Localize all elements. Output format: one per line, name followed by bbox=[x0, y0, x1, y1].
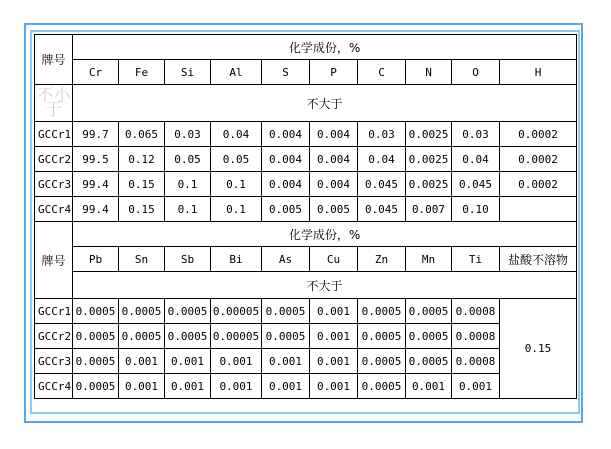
value-cell: 0.005 bbox=[262, 197, 310, 222]
value-cell: 0.001 bbox=[211, 374, 262, 399]
element-header: Pb bbox=[73, 247, 119, 272]
grade-cell: GCCr4 bbox=[35, 197, 73, 222]
value-cell: 0.05 bbox=[211, 147, 262, 172]
element-header: Zn bbox=[358, 247, 406, 272]
value-cell: 0.0005 bbox=[406, 349, 452, 374]
element-header: Sn bbox=[119, 247, 165, 272]
element-header: Fe bbox=[119, 60, 165, 85]
grade-header: 牌号 bbox=[35, 35, 73, 85]
value-cell: 0.00005 bbox=[211, 324, 262, 349]
value-cell: 0.1 bbox=[165, 197, 211, 222]
table-row bbox=[35, 374, 577, 399]
value-cell: 0.12 bbox=[119, 147, 165, 172]
value-cell: 0.004 bbox=[310, 122, 358, 147]
value-cell: 0.15 bbox=[119, 197, 165, 222]
value-cell: 0.004 bbox=[262, 147, 310, 172]
grade-cell: GCCr1 bbox=[35, 122, 73, 147]
value-cell: 0.0005 bbox=[262, 324, 310, 349]
value-cell: 0.05 bbox=[165, 147, 211, 172]
value-cell: 99.4 bbox=[73, 172, 119, 197]
value-cell: 0.007 bbox=[406, 197, 452, 222]
value-cell: 0.1 bbox=[165, 172, 211, 197]
value-cell: 0.00005 bbox=[211, 299, 262, 324]
value-cell: 0.001 bbox=[310, 299, 358, 324]
element-header: Ti bbox=[452, 247, 500, 272]
grade-cell: GCCr3 bbox=[35, 349, 73, 374]
value-cell: 0.0005 bbox=[73, 324, 119, 349]
value-cell: 0.001 bbox=[165, 374, 211, 399]
grade-cell: GCCr3 bbox=[35, 172, 73, 197]
value-cell: 0.0005 bbox=[358, 324, 406, 349]
value-cell: 0.03 bbox=[165, 122, 211, 147]
value-cell: 0.004 bbox=[310, 147, 358, 172]
value-cell: 0.0005 bbox=[406, 299, 452, 324]
element-header: As bbox=[262, 247, 310, 272]
value-cell: 0.04 bbox=[452, 147, 500, 172]
value-cell: 0.0005 bbox=[165, 299, 211, 324]
value-cell: 0.04 bbox=[211, 122, 262, 147]
element-header: P bbox=[310, 60, 358, 85]
value-cell: 0.001 bbox=[262, 374, 310, 399]
value-cell: 0.065 bbox=[119, 122, 165, 147]
value-cell: 0.001 bbox=[406, 374, 452, 399]
element-header: S bbox=[262, 60, 310, 85]
value-cell: 0.0008 bbox=[452, 299, 500, 324]
value-cell: 0.15 bbox=[119, 172, 165, 197]
value-cell: 99.7 bbox=[73, 122, 119, 147]
value-cell: 0.1 bbox=[211, 172, 262, 197]
value-cell: 0.0002 bbox=[500, 147, 577, 172]
chemical-composition-table bbox=[34, 34, 577, 399]
element-header: Cr bbox=[73, 60, 119, 85]
value-cell: 0.001 bbox=[310, 349, 358, 374]
value-cell: 0.0008 bbox=[452, 349, 500, 374]
element-header-row bbox=[35, 60, 577, 85]
value-cell: 0.03 bbox=[358, 122, 406, 147]
element-header: Si bbox=[165, 60, 211, 85]
element-header: H bbox=[500, 60, 577, 85]
value-cell: 0.1 bbox=[211, 197, 262, 222]
grade-cell: GCCr2 bbox=[35, 324, 73, 349]
element-header: Cu bbox=[310, 247, 358, 272]
value-cell: 0.0008 bbox=[452, 324, 500, 349]
element-header-row bbox=[35, 247, 577, 272]
value-cell: 0.0025 bbox=[406, 147, 452, 172]
value-cell: 0.0025 bbox=[406, 122, 452, 147]
value-cell: 0.001 bbox=[211, 349, 262, 374]
table-row bbox=[35, 147, 577, 172]
value-cell: 0.0005 bbox=[262, 299, 310, 324]
grade-cell: GCCr1 bbox=[35, 299, 73, 324]
element-header: C bbox=[358, 60, 406, 85]
table-row bbox=[35, 197, 577, 222]
value-cell: 0.001 bbox=[452, 374, 500, 399]
value-cell: 0.004 bbox=[262, 172, 310, 197]
value-cell: 0.001 bbox=[310, 374, 358, 399]
value-cell: 0.0002 bbox=[500, 122, 577, 147]
value-cell: 0.004 bbox=[262, 122, 310, 147]
value-cell: 0.001 bbox=[165, 349, 211, 374]
watermark-cell bbox=[35, 85, 73, 122]
value-cell: 0.0005 bbox=[73, 349, 119, 374]
value-cell: 0.045 bbox=[452, 172, 500, 197]
composition-header: 化学成份，% bbox=[73, 222, 577, 247]
value-cell: 99.5 bbox=[73, 147, 119, 172]
value-cell: 0.001 bbox=[262, 349, 310, 374]
value-cell: 0.0005 bbox=[119, 299, 165, 324]
value-cell: 0.004 bbox=[310, 172, 358, 197]
not-more-than-label: 不大于 bbox=[73, 85, 577, 122]
value-cell: 0.0005 bbox=[406, 324, 452, 349]
table-row bbox=[35, 299, 577, 324]
value-cell: 0.03 bbox=[452, 122, 500, 147]
grade-cell: GCCr2 bbox=[35, 147, 73, 172]
value-cell: 0.0005 bbox=[73, 299, 119, 324]
not-more-than-label: 不大于 bbox=[73, 272, 577, 299]
value-cell: 0.0005 bbox=[165, 324, 211, 349]
value-cell: 0.001 bbox=[119, 349, 165, 374]
value-cell: 0.0002 bbox=[500, 172, 577, 197]
element-header: Sb bbox=[165, 247, 211, 272]
value-cell: 0.10 bbox=[452, 197, 500, 222]
value-cell: 0.005 bbox=[310, 197, 358, 222]
value-cell: 0.045 bbox=[358, 172, 406, 197]
table-row bbox=[35, 172, 577, 197]
value-cell: 0.04 bbox=[358, 147, 406, 172]
element-header: O bbox=[452, 60, 500, 85]
value-cell bbox=[500, 197, 577, 222]
grade-cell: GCCr4 bbox=[35, 374, 73, 399]
value-cell: 0.0005 bbox=[119, 324, 165, 349]
table-row bbox=[35, 122, 577, 147]
value-cell: 0.001 bbox=[310, 324, 358, 349]
table-row bbox=[35, 349, 577, 374]
value-cell: 0.0005 bbox=[358, 374, 406, 399]
grade-header: 牌号 bbox=[35, 222, 73, 299]
watermark: 不小于 bbox=[36, 85, 71, 120]
value-cell: 0.001 bbox=[119, 374, 165, 399]
insoluble-value-cell: 0.15 bbox=[500, 299, 577, 399]
element-header: 盐酸不溶物 bbox=[500, 247, 577, 272]
element-header: N bbox=[406, 60, 452, 85]
element-header: Bi bbox=[211, 247, 262, 272]
value-cell: 0.0005 bbox=[358, 349, 406, 374]
value-cell: 0.0005 bbox=[358, 299, 406, 324]
value-cell: 99.4 bbox=[73, 197, 119, 222]
composition-header: 化学成份，% bbox=[73, 35, 577, 60]
element-header: Al bbox=[211, 60, 262, 85]
table-row bbox=[35, 324, 577, 349]
value-cell: 0.0005 bbox=[73, 374, 119, 399]
value-cell: 0.045 bbox=[358, 197, 406, 222]
value-cell: 0.0025 bbox=[406, 172, 452, 197]
element-header: Mn bbox=[406, 247, 452, 272]
